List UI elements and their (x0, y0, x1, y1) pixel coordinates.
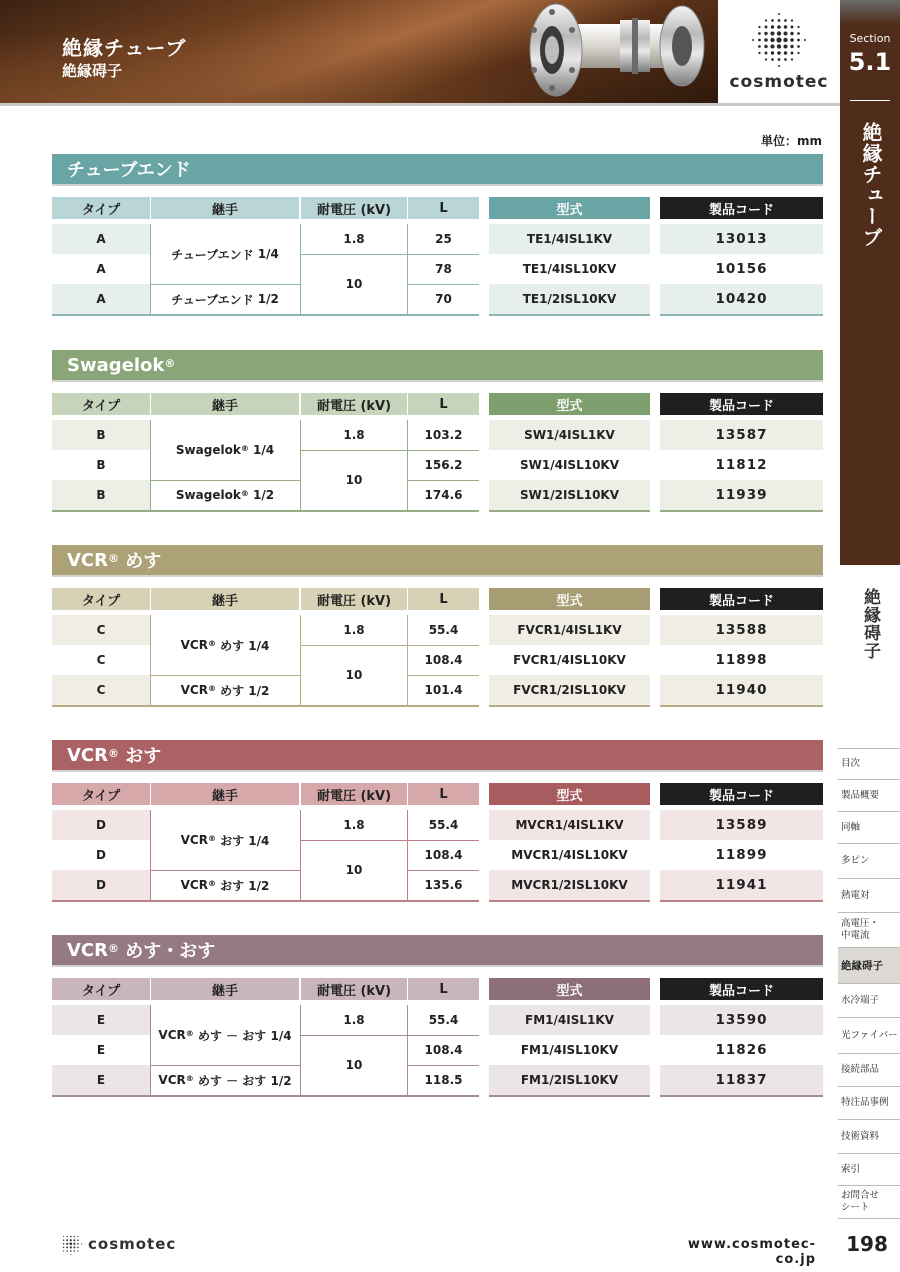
text-part: Swagelok (175, 488, 241, 502)
side-nav-item[interactable]: 目次 (838, 748, 900, 779)
grid-line (408, 870, 479, 871)
column-header-model: 型式 (489, 197, 650, 219)
cell-code: 11812 (715, 457, 768, 473)
section-title: VCR (67, 549, 109, 571)
cell-length: 118.5 (424, 1073, 463, 1087)
product-section (52, 740, 823, 893)
column-header-length: L (408, 393, 479, 415)
column-header-type: タイプ (52, 783, 150, 805)
grid-line (151, 870, 300, 871)
text-part: めす － おす 1/2 (193, 1073, 292, 1088)
cell-length: 103.2 (424, 428, 463, 442)
text-part: おす 1/4 (215, 833, 270, 848)
cell-length: 25 (435, 232, 452, 246)
section-title-band (52, 740, 823, 770)
text-part: めす 1/4 (215, 638, 270, 653)
registered-mark: ® (240, 443, 249, 453)
registered-mark: ® (108, 941, 120, 955)
table-bottom-rule (660, 705, 823, 707)
section-title: VCR (67, 744, 109, 766)
section-title-suffix: めす (119, 551, 162, 572)
section-title-suffix: めす・おす (119, 941, 216, 962)
cell-voltage: 10 (345, 863, 363, 877)
text-part: VCR (180, 878, 208, 892)
cell-length: 156.2 (424, 458, 463, 472)
column-header-code: 製品コード (660, 783, 823, 805)
cell-voltage: 10 (345, 668, 363, 682)
column-header-length: L (408, 588, 479, 610)
grid-line (151, 480, 300, 481)
text-part: VCR (180, 683, 208, 697)
grid-line (301, 1035, 407, 1036)
cell-code: 11837 (715, 1072, 768, 1088)
header-banner (0, 0, 718, 106)
spec-table (52, 588, 823, 703)
side-nav-item[interactable]: 同軸 (838, 811, 900, 843)
text-part: おす 1/2 (215, 878, 270, 893)
column-header-code: 製品コード (660, 393, 823, 415)
column-header-code: 製品コード (660, 588, 823, 610)
section-title: Swagelok (67, 354, 165, 376)
cell-voltage: 10 (345, 473, 363, 487)
text-part: チューブエンド (171, 247, 254, 262)
side-nav-item[interactable]: 接続部品 (838, 1053, 900, 1086)
grid-line (150, 420, 151, 510)
cell-model: TE1/4ISL1KV (526, 232, 613, 246)
table-bottom-rule (660, 1095, 823, 1097)
column-header-length: L (408, 783, 479, 805)
grid-line (300, 224, 301, 314)
cell-length: 78 (435, 262, 452, 276)
text-part: 1/2 (253, 292, 279, 306)
registered-mark: ® (207, 833, 216, 843)
grid-line (300, 615, 301, 705)
footer-logo-icon (58, 1232, 84, 1256)
cell-length: 55.4 (428, 818, 459, 832)
spec-table (52, 393, 823, 508)
product-section (52, 545, 823, 698)
column-header-length: L (408, 978, 479, 1000)
column-header-model: 型式 (489, 588, 650, 610)
cell-code: 13589 (715, 817, 768, 833)
cell-code: 11899 (715, 847, 768, 863)
column-header-type: タイプ (52, 588, 150, 610)
grid-line (407, 224, 408, 314)
product-section (52, 154, 823, 307)
grid-line (301, 840, 407, 841)
cell-type: A (96, 292, 106, 306)
column-header-fitting: 継手 (151, 197, 299, 219)
grid-line (408, 480, 479, 481)
cell-model: TE1/4ISL10KV (522, 262, 617, 276)
section-vertical-title: 絶縁チューブ (859, 122, 883, 248)
grid-line (151, 675, 300, 676)
text-part: めす － おす 1/4 (193, 1028, 292, 1043)
column-header-voltage: 耐電圧 (kV) (301, 978, 407, 1000)
section-number: 5.1 (848, 48, 892, 76)
page-number: 198 (846, 1232, 888, 1256)
cell-type: E (96, 1073, 106, 1087)
table-bottom-rule (489, 705, 650, 707)
grid-line (150, 224, 151, 314)
column-header-fitting: 継手 (151, 393, 299, 415)
text-part: VCR (158, 1028, 186, 1042)
footer-brand: cosmotec (88, 1235, 177, 1253)
column-header-model: 型式 (489, 978, 650, 1000)
cell-model: MVCR1/4ISL10KV (511, 848, 628, 862)
cell-length: 70 (435, 292, 452, 306)
table-bottom-rule (52, 705, 479, 707)
table-bottom-rule (52, 314, 479, 316)
side-nav-item[interactable]: 高電圧・ 中電流 (838, 912, 900, 947)
grid-line (407, 420, 408, 510)
side-nav-item[interactable]: 水冷端子 (838, 983, 900, 1017)
cell-type: E (96, 1013, 106, 1027)
cell-type: E (96, 1043, 106, 1057)
cell-code: 10420 (715, 291, 768, 307)
registered-mark: ® (207, 878, 216, 888)
cell-fitting (151, 284, 299, 314)
cell-code: 13013 (715, 231, 768, 247)
table-bottom-rule (489, 314, 650, 316)
cell-voltage: 1.8 (343, 623, 365, 637)
brand-logo-box (718, 0, 840, 106)
cell-code: 13587 (715, 427, 768, 443)
cell-type: A (96, 232, 106, 246)
table-bottom-rule (660, 900, 823, 902)
side-nav-item[interactable]: 光ファイバー (838, 1017, 900, 1053)
table-bottom-rule (660, 314, 823, 316)
column-header-type: タイプ (52, 197, 150, 219)
grid-line (300, 1005, 301, 1095)
cell-type: A (96, 262, 106, 276)
column-header-type: タイプ (52, 393, 150, 415)
cell-code: 11940 (715, 682, 768, 698)
grid-line (407, 1005, 408, 1095)
registered-mark: ® (108, 551, 120, 565)
side-nav-item[interactable]: 絶縁碍子 (838, 947, 900, 983)
cell-length: 174.6 (424, 488, 463, 502)
text-part: めす 1/2 (215, 683, 270, 698)
registered-mark: ® (185, 1073, 194, 1083)
cell-length: 108.4 (424, 1043, 463, 1057)
column-header-voltage: 耐電圧 (kV) (301, 588, 407, 610)
cell-model: MVCR1/2ISL10KV (511, 878, 628, 892)
side-nav-item[interactable]: 技術資料 (838, 1119, 900, 1153)
product-section (52, 935, 823, 1088)
section-label: Section (849, 32, 891, 45)
spec-table (52, 783, 823, 898)
cell-fitting (151, 675, 299, 705)
column-header-voltage: 耐電圧 (kV) (301, 393, 407, 415)
column-header-fitting: 継手 (151, 588, 299, 610)
column-header-model: 型式 (489, 783, 650, 805)
grid-line (301, 254, 407, 255)
text-part: 1/4 (248, 443, 275, 457)
section-divider (850, 100, 890, 101)
section-title-band (52, 350, 823, 380)
registered-mark: ® (240, 488, 249, 498)
grid-line (150, 1005, 151, 1095)
column-header-length: L (408, 197, 479, 219)
cell-fitting (151, 480, 299, 510)
cell-type: B (96, 488, 106, 502)
cell-type: C (96, 653, 106, 667)
grid-line (151, 1065, 300, 1066)
cell-length: 55.4 (428, 1013, 459, 1027)
table-bottom-rule (489, 510, 650, 512)
text-part: Swagelok (175, 443, 241, 457)
column-header-voltage: 耐電圧 (kV) (301, 197, 407, 219)
cell-length: 55.4 (428, 623, 459, 637)
column-header-code: 製品コード (660, 197, 823, 219)
cell-model: FM1/4ISL10KV (520, 1043, 619, 1057)
cell-voltage: 1.8 (343, 818, 365, 832)
grid-line (408, 254, 479, 255)
grid-line (407, 810, 408, 900)
grid-line (300, 420, 301, 510)
text-part: VCR (180, 638, 208, 652)
section-tab (840, 0, 900, 565)
text-part: VCR (158, 1073, 186, 1087)
cell-code: 10156 (715, 261, 768, 277)
cell-type: B (96, 458, 106, 472)
cell-code: 11826 (715, 1042, 768, 1058)
table-bottom-rule (660, 510, 823, 512)
table-bottom-rule (489, 900, 650, 902)
cell-model: SW1/4ISL10KV (520, 458, 619, 472)
cell-type: C (96, 683, 106, 697)
table-bottom-rule (489, 1095, 650, 1097)
cell-fitting (151, 224, 299, 284)
cell-fitting (151, 420, 299, 480)
grid-line (407, 615, 408, 705)
cell-model: FM1/4ISL1KV (525, 1013, 614, 1027)
text-part: VCR (180, 833, 208, 847)
cell-type: C (96, 623, 106, 637)
column-header-code: 製品コード (660, 978, 823, 1000)
column-header-model: 型式 (489, 393, 650, 415)
grid-line (408, 645, 479, 646)
cell-voltage: 1.8 (343, 1013, 365, 1027)
column-header-type: タイプ (52, 978, 150, 1000)
cell-model: FVCR1/2ISL10KV (513, 683, 626, 697)
grid-line (408, 284, 479, 285)
grid-line (150, 615, 151, 705)
cell-length: 101.4 (424, 683, 463, 697)
section-title-band (52, 545, 823, 575)
cell-voltage: 1.8 (343, 232, 365, 246)
text-part: 1/2 (248, 488, 275, 502)
cell-type: D (96, 878, 106, 892)
cell-type: D (96, 818, 106, 832)
section-title: チューブエンド (67, 160, 191, 181)
grid-line (150, 810, 151, 900)
cell-code: 13590 (715, 1012, 768, 1028)
cell-fitting (151, 1065, 299, 1095)
side-nav-item[interactable]: お問合せ シート (838, 1185, 900, 1219)
cell-model: TE1/2ISL10KV (522, 292, 617, 306)
column-header-fitting: 継手 (151, 783, 299, 805)
side-nav-item[interactable]: 索引 (838, 1153, 900, 1185)
section-title-suffix: おす (119, 746, 162, 767)
cell-length: 135.6 (424, 878, 463, 892)
registered-mark: ® (185, 1028, 194, 1038)
cell-voltage: 10 (345, 277, 363, 291)
cell-fitting (151, 810, 299, 870)
cell-code: 11939 (715, 487, 768, 503)
text-part: チューブエンド (171, 292, 254, 307)
cell-code: 11898 (715, 652, 768, 668)
side-nav-item[interactable]: 多ピン (838, 843, 900, 878)
cell-fitting (151, 870, 299, 900)
grid-line (408, 840, 479, 841)
cell-model: FVCR1/4ISL10KV (513, 653, 626, 667)
grid-line (408, 675, 479, 676)
cell-fitting (151, 615, 299, 675)
grid-line (408, 1065, 479, 1066)
cell-code: 13588 (715, 622, 768, 638)
column-header-voltage: 耐電圧 (kV) (301, 783, 407, 805)
brand-name: cosmotec (729, 72, 829, 92)
cell-model: FVCR1/4ISL1KV (517, 623, 622, 637)
side-index-nav (838, 748, 900, 1219)
cell-type: B (96, 428, 106, 442)
page-title: 絶縁チューブ (62, 36, 187, 60)
side-nav-item[interactable]: 熱電対 (838, 878, 900, 912)
cell-model: MVCR1/4ISL1KV (515, 818, 624, 832)
table-bottom-rule (52, 1095, 479, 1097)
insulator-product-image (522, 0, 718, 103)
cosmotec-logo-icon (748, 12, 810, 68)
side-category-title: 絶縁碍子 (860, 588, 880, 660)
spec-table (52, 978, 823, 1093)
cell-code: 11941 (715, 877, 768, 893)
footer-url[interactable]: www.cosmotec-co.jp (687, 1237, 816, 1267)
section-title-band (52, 154, 823, 184)
registered-mark: ® (164, 356, 176, 370)
cell-length: 108.4 (424, 848, 463, 862)
grid-line (301, 450, 407, 451)
product-section (52, 350, 823, 503)
column-header-fitting: 継手 (151, 978, 299, 1000)
section-title-band (52, 935, 823, 965)
cell-type: D (96, 848, 106, 862)
side-nav-item[interactable]: 製品概要 (838, 779, 900, 811)
grid-line (408, 1035, 479, 1036)
unit-label: 単位：mm (760, 134, 822, 148)
grid-line (300, 810, 301, 900)
section-title: VCR (67, 939, 109, 961)
registered-mark: ® (207, 638, 216, 648)
cell-length: 108.4 (424, 653, 463, 667)
table-bottom-rule (52, 900, 479, 902)
cell-model: FM1/2ISL10KV (520, 1073, 619, 1087)
spec-table (52, 197, 823, 312)
cell-voltage: 1.8 (343, 428, 365, 442)
text-part: 1/4 (253, 247, 279, 261)
side-nav-item[interactable]: 特注品事例 (838, 1086, 900, 1119)
page-subtitle: 絶縁碍子 (62, 62, 123, 80)
cell-voltage: 10 (345, 1058, 363, 1072)
grid-line (408, 450, 479, 451)
registered-mark: ® (207, 683, 216, 693)
grid-line (301, 645, 407, 646)
cell-model: SW1/4ISL1KV (524, 428, 615, 442)
grid-line (151, 284, 300, 285)
registered-mark: ® (108, 746, 120, 760)
table-bottom-rule (52, 510, 479, 512)
cell-model: SW1/2ISL10KV (520, 488, 619, 502)
cell-fitting (151, 1005, 299, 1065)
